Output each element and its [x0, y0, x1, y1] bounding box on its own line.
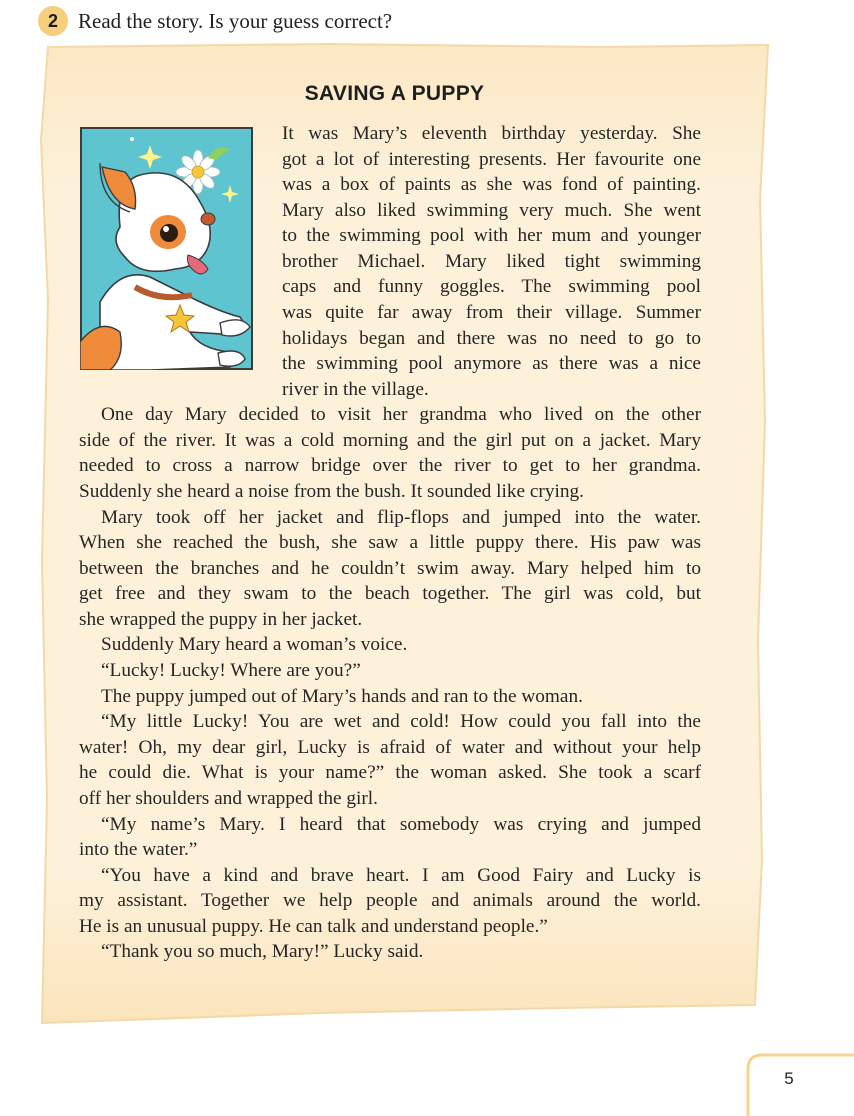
story-line: One day Mary decided to visit her grandma who lived on the other: [101, 404, 701, 425]
story-line: he could die. What is your name?” the woman asked. She took a scarf: [79, 762, 701, 783]
story-line: holidays began and there was no need to go to: [282, 328, 701, 349]
story-line: “Thank you so much, Mary!” Lucky said.: [101, 941, 424, 962]
story-line: river in the village.: [282, 379, 429, 400]
story-line: the swimming pool anymore as there was a nice: [282, 353, 701, 374]
eye-icon: [160, 224, 178, 242]
story-line: into the water.”: [79, 839, 198, 860]
story-line: The puppy jumped out of Mary’s hands and ran to the woman.: [101, 686, 583, 707]
story-line: was a box of paints as she was fond of painting.: [282, 174, 701, 195]
task-number-badge: 2: [38, 6, 68, 36]
story-line: off her shoulders and wrapped the girl.: [79, 788, 378, 809]
story-title: SAVING A PUPPY: [304, 82, 485, 105]
task-header: [38, 6, 392, 36]
story-line: between the branches and he couldn’t swim away. Mary helped him to: [79, 558, 701, 579]
story-line: Mary took off her jacket and flip-flops and jumped into the water.: [101, 507, 701, 528]
story-line: Suddenly Mary heard a woman’s voice.: [101, 634, 408, 655]
story-line: When she reached the bush, she saw a little puppy there. His paw was: [79, 532, 701, 553]
story-line: she wrapped the puppy in her jacket.: [79, 609, 363, 630]
story-line: brother Michael. Mary liked tight swimming: [282, 251, 701, 272]
story-line: “You have a kind and brave heart. I am Good Fairy and Lucky is: [101, 865, 701, 886]
story-line: He is an unusual puppy. He can talk and understand people.”: [79, 916, 548, 937]
story-line: Mary also liked swimming very much. She went: [282, 200, 701, 221]
story-line: It was Mary’s eleventh birthday yesterday. She: [282, 123, 701, 144]
story-line: “My name’s Mary. I heard that somebody was crying and jumped: [101, 814, 701, 835]
story-line: was quite far away from their village. Summer: [282, 302, 701, 323]
puppy-illustration: [80, 127, 253, 370]
story-line: “Lucky! Lucky! Where are you?”: [101, 660, 361, 681]
story-line: “My little Lucky! You are wet and cold! How could you fall into the: [101, 711, 701, 732]
story-line: side of the river. It was a cold morning and the girl put on a jacket. Mary: [79, 430, 701, 451]
story-line: Suddenly she heard a noise from the bush. It sounded like crying.: [79, 481, 584, 502]
story-line: to the swimming pool with her mum and younger: [282, 225, 701, 246]
story-line: water! Oh, my dear girl, Lucky is afraid of water and without your help: [79, 737, 701, 758]
story-line: get free and they swam to the beach together. The girl was cold, but: [79, 583, 701, 604]
story-line: needed to cross a narrow bridge over the river to get to her grandma.: [79, 455, 701, 476]
page-number-tab: [746, 1051, 854, 1116]
task-instruction: Read the story. Is your guess correct?: [78, 8, 393, 33]
story-line: got a lot of interesting presents. Her favourite one: [282, 149, 701, 170]
story-line: caps and funny goggles. The swimming pool: [282, 276, 701, 297]
page-number: 5: [784, 1069, 794, 1088]
story-line: my assistant. Together we help people and animals around the world.: [79, 890, 701, 911]
